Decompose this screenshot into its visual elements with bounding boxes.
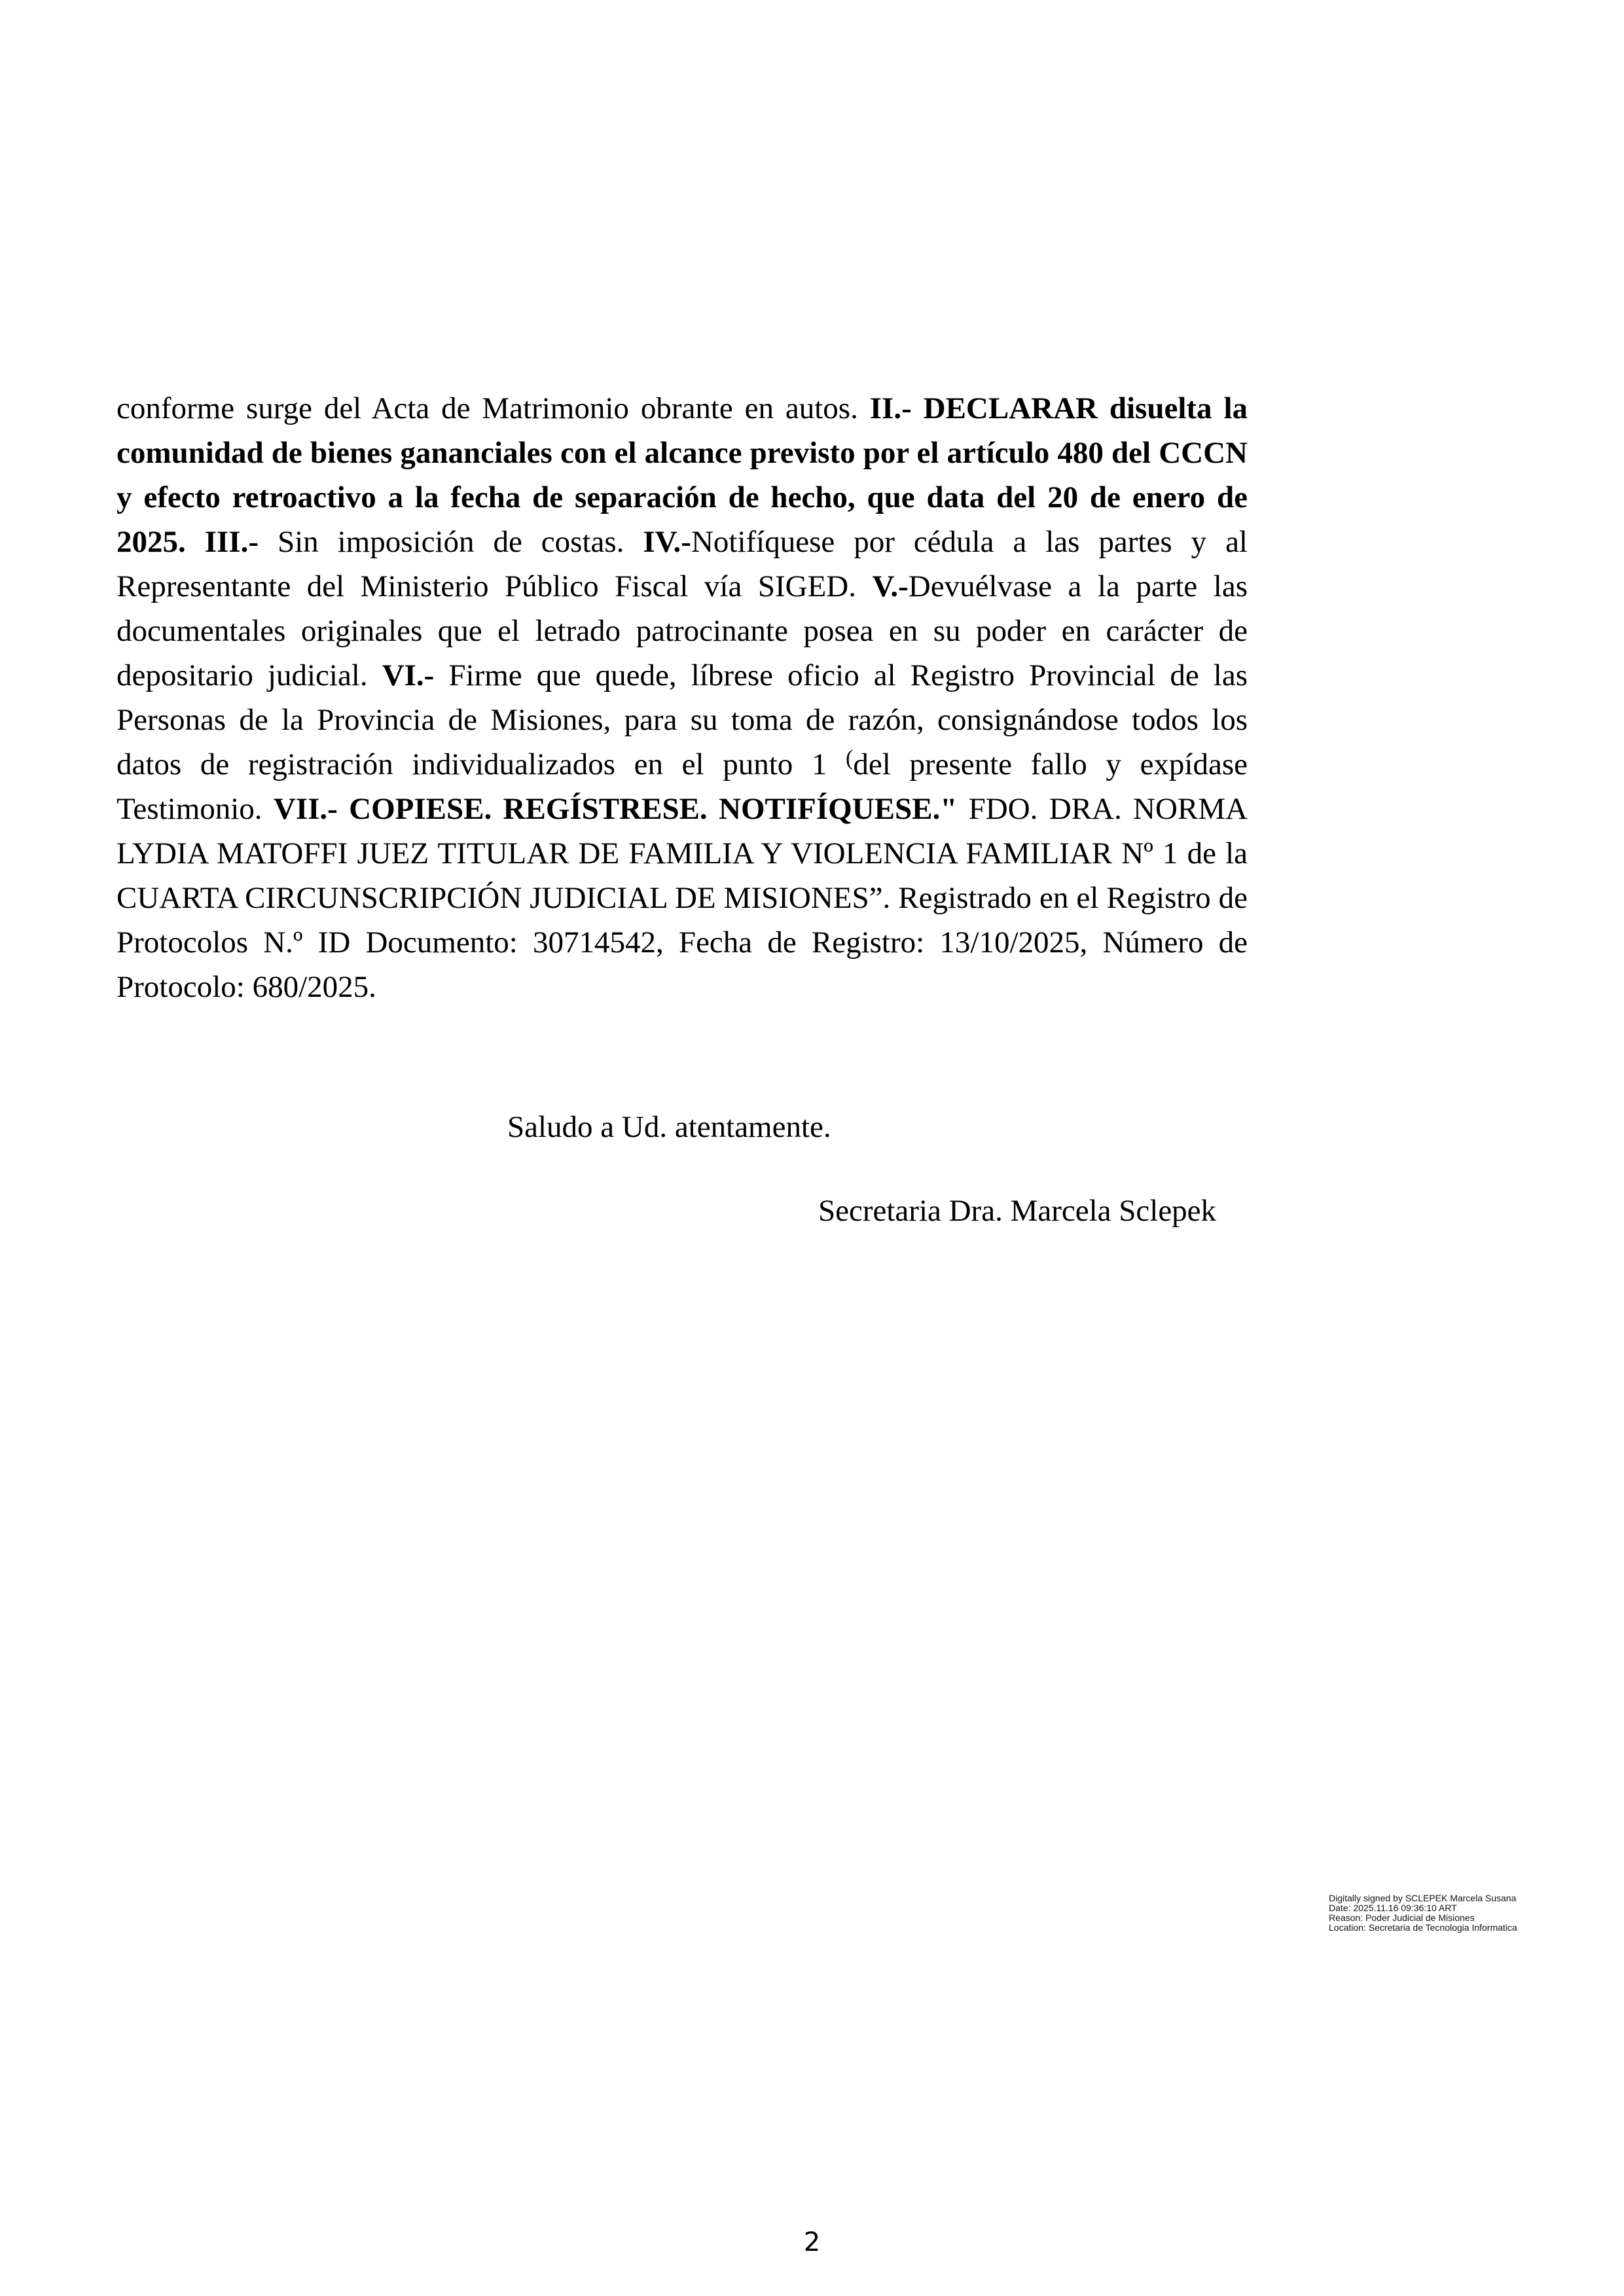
body-segment: Firme que quede, líbrese oficio al Registro Provincial de las Personas de la Provincia de Misiones, para su toma de razón, consignándose todos los datos de registración individualizados en el punto 1	[117, 658, 1248, 781]
signer-name: Secretaria Dra. Marcela Sclepek	[818, 1194, 1217, 1228]
closing-salutation: Saludo a Ud. atentamente.	[507, 1110, 831, 1144]
digital-signature-line: Digitally signed by SCLEPEK Marcela Susana	[1329, 1893, 1517, 1903]
body-segment: FDO. DRA. NORMA LYDIA MATOFFI JUEZ TITULAR DE FAMILIA Y VIOLENCIA FAMILIAR Nº 1 de la CUARTA CIRCUNSCRIPCIÓN JUDICIAL DE MISIONES”. Registrado en el Registro de Protocolos N.º ID Documento: 30714542, Fecha de Registro: 13/10/2025, Número de Protocolo: 680/2025.	[117, 792, 1248, 1004]
body-segment: Devuélvase a la parte las documentales originales que el letrado patrocinante posea en su poder en carácter de depositario judicial.	[117, 569, 1248, 692]
digital-signature-line: Reason: Poder Judicial de Misiones	[1329, 1912, 1475, 1923]
resolution-body-text	[117, 386, 1248, 1009]
body-segment: Notifíquese por cédula a las partes y al Representante del Ministerio Público Fiscal vía SIGED.	[117, 525, 1248, 603]
digital-signature-line: Location: Secretaria de Tecnologia Informatica	[1329, 1922, 1517, 1933]
body-segment-bold: VII.- COPIESE. REGÍSTRESE. NOTIFÍQUESE."	[273, 792, 958, 826]
digital-signature-stamp	[1329, 1893, 1525, 1933]
body-segment-bold: V.-	[872, 569, 909, 603]
body-segment-bold: VI.-	[382, 658, 435, 692]
superscript-parenthesis: (	[846, 746, 854, 770]
body-segment: conforme surge del Acta de Matrimonio obrante en autos.	[117, 391, 870, 425]
body-segment: Sin imposición de costas.	[259, 525, 643, 559]
digital-signature-line: Date: 2025.11.16 09:36:10 ART	[1329, 1903, 1457, 1913]
body-segment-bold: IV.-	[643, 525, 691, 559]
page-number: 2	[803, 2227, 821, 2257]
body-segment: del presente fallo y expídase Testimonio.	[117, 747, 1248, 826]
body-segment-bold: II.- DECLARAR disuelta la comunidad de bienes gananciales con el alcance previsto por el artículo 480 del CCCN y efecto retroactivo a la fecha de separación de hecho, que data del 20 de enero de 2025. III.-	[117, 391, 1248, 559]
